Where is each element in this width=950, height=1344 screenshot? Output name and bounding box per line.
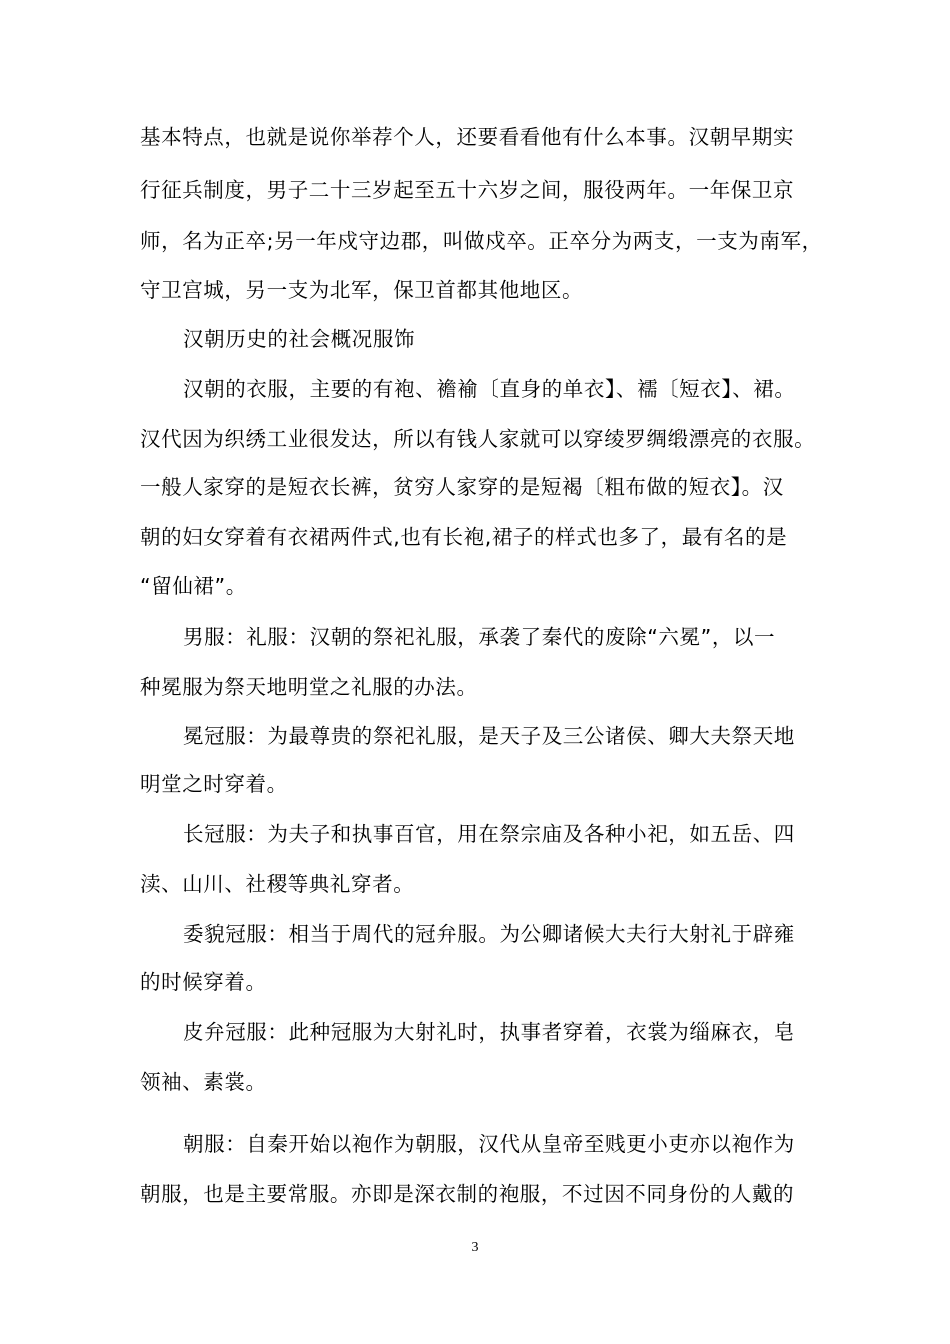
body-text-line: 汉朝的衣服，主要的有袍、襜褕〔直身的单衣】、襦〔短衣】、裙。 xyxy=(183,377,796,401)
page-number: 3 xyxy=(471,1240,479,1255)
body-text-line: 委貌冠服：相当于周代的冠弁服。为公卿诸候大夫行大射礼于辟雍 xyxy=(183,922,795,946)
body-text-line: 明堂之时穿着。 xyxy=(140,772,288,796)
body-text-line: 师，名为正卒;另一年戍守边郡，叫做戍卒。正卒分为两支，一支为南军， xyxy=(140,229,823,253)
body-text-line: “留仙裙”。 xyxy=(140,574,247,598)
body-text-line: 基本特点，也就是说你举荐个人，还要看看他有什么本事。汉朝早期实 xyxy=(140,125,795,149)
body-text-line: 朝服，也是主要常服。亦即是深衣制的袍服，不过因不同身份的人戴的 xyxy=(140,1182,795,1206)
body-text-line: 冕冠服：为最尊贵的祭祀礼服，是天子及三公诸侯、卿大夫祭天地 xyxy=(183,724,795,748)
body-text-line: 皮弁冠服：此种冠服为大射礼时，执事者穿着，衣裳为缁麻衣，皂 xyxy=(183,1020,795,1044)
body-text-line: 种冕服为祭天地明堂之礼服的办法。 xyxy=(140,675,478,699)
section-heading: 汉朝历史的社会概况服饰 xyxy=(183,327,416,351)
body-text-line: 朝的妇女穿着有衣裙两件式,也有长袍,裙子的样式也多了，最有名的是 xyxy=(140,525,788,549)
body-text-line: 领袖、素裳。 xyxy=(140,1070,267,1094)
body-text-line: 一般人家穿的是短衣长裤，贫穷人家穿的是短褐〔粗布做的短衣】。汉 xyxy=(140,475,784,499)
body-text-line: 守卫宫城，另一支为北军，保卫首都其他地区。 xyxy=(140,278,584,302)
body-text-line: 行征兵制度，男子二十三岁起至五十六岁之间，服役两年。一年保卫京 xyxy=(140,178,795,202)
body-text-line: 朝服：自秦开始以袍作为朝服，汉代从皇帝至贱更小吏亦以袍作为 xyxy=(183,1132,795,1156)
body-text-line: 的时候穿着。 xyxy=(140,970,267,994)
body-text-line: 汉代因为织绣工业很发达，所以有钱人家就可以穿绫罗绸缎漂亮的衣服。 xyxy=(140,427,816,451)
body-text-line: 长冠服：为夫子和执事百官，用在祭宗庙及各种小祀，如五岳、四 xyxy=(183,822,795,846)
body-text-line: 男服：礼服：汉朝的祭祀礼服，承袭了秦代的废除“六冕”，以一 xyxy=(183,625,776,649)
body-text-line: 渎、山川、社稷等典礼穿者。 xyxy=(140,872,415,896)
